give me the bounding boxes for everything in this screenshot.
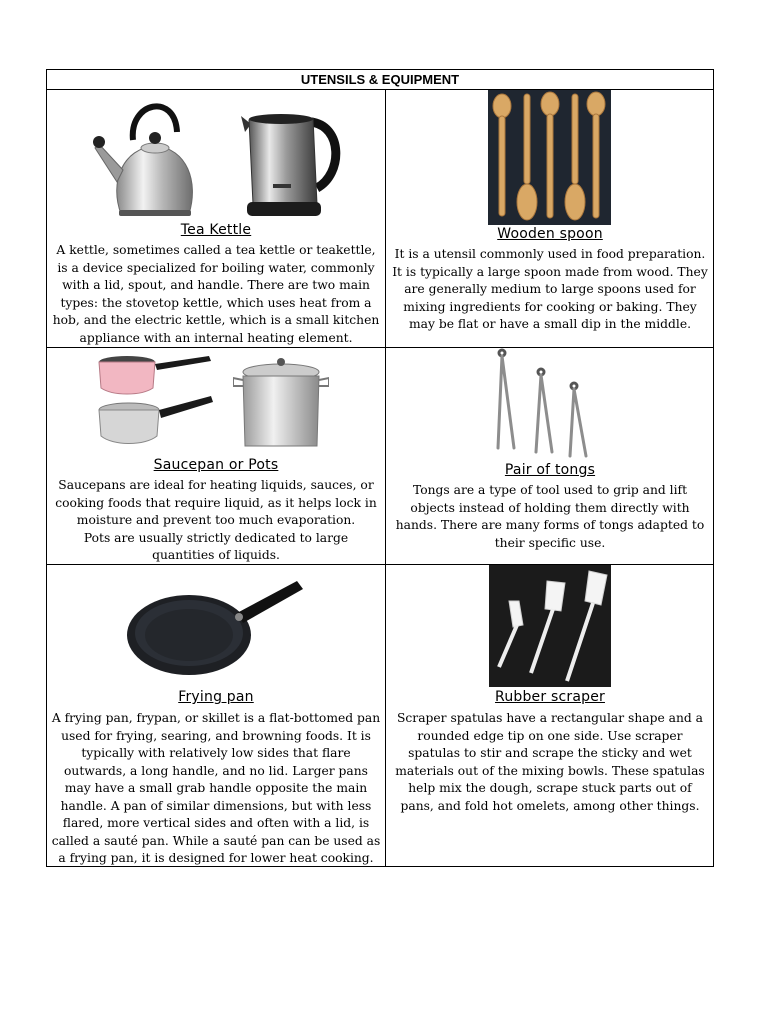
cell-rubber-scraper — [386, 565, 714, 867]
utensils-table — [46, 69, 714, 867]
tea-kettle-heading: Tea Kettle — [180, 222, 252, 238]
cell-tea-kettle — [47, 90, 385, 347]
tongs-description: Tongs are a type of tool used to grip and lift objects instead of holding them directly with hands. There are many forms of tongs adapted to their specific use. — [395, 483, 705, 550]
frying-pan-description: A frying pan, frypan, or skillet is a flat-bottomed pan used for frying, searing, and browning foods. It is typically with relatively low sides that flare outwards, a long handle, and no lid. Larger pans may have a small grab handle opposite the main handle. A pan of similar dimensions, but with less flared, more vertical sides and often with a lid, is called a sauté pan. While a sauté pan can be used as a frying pan, it is designed for lower heat cooking. — [51, 711, 381, 865]
rubber-scraper-description: Scraper spatulas have a rectangular shape and a rounded edge tip on one side. Use scraper spatulas to stir and scrape the sticky and wet materials out of the mixing bowls. These spatulas help mix the dough, scrape stuck parts out of pans, and fold hot omelets, among other things. — [395, 711, 705, 813]
wooden-spoons-image — [488, 90, 611, 225]
saucepan-heading: Saucepan or Pots — [153, 457, 279, 473]
electric-kettle-image — [239, 104, 343, 220]
wooden-spoon-description: It is a utensil commonly used in food preparation. It is typically a large spoon made from wood. They are generally medium to large spoons used for mixing ingredients for cooking or baking. They may be flat or have a small dip in the middle. — [392, 247, 708, 331]
saucepan-description-1: Saucepans are ideal for heating liquids, sauces, or cooking foods that require liquid, as it helps lock in moisture and prevent too much evaporation. — [55, 478, 377, 527]
table-title: UTENSILS & EQUIPMENT — [47, 70, 713, 90]
wooden-spoon-heading: Wooden spoon — [497, 226, 603, 242]
rubber-scraper-heading: Rubber scraper — [495, 689, 605, 705]
tongs-image — [494, 348, 604, 460]
frying-pan-image — [125, 573, 305, 677]
cell-tongs — [386, 348, 714, 564]
rubber-scrapers-image — [489, 565, 611, 687]
saucepan-description — [51, 477, 381, 565]
tea-kettle-description: A kettle, sometimes called a tea kettle or teakettle, is a device specialized for boiling water, commonly with a lid, spout, and handle. There are two main types: the stovetop kettle, which uses heat from a hob, and the electric kettle, which is a small kitchen appliance with an internal heating element. — [52, 243, 380, 345]
saucepans-image — [97, 352, 215, 450]
stovetop-kettle-image — [93, 92, 203, 220]
cell-frying-pan — [47, 565, 385, 867]
cell-wooden-spoon — [386, 90, 714, 347]
tongs-heading: Pair of tongs — [504, 462, 596, 478]
saucepan-description-2: Pots are usually strictly dedicated to large quantities of liquids. — [83, 530, 349, 562]
stock-pot-image — [233, 356, 329, 452]
cell-saucepan — [47, 348, 385, 564]
frying-pan-heading: Frying pan — [178, 689, 254, 705]
